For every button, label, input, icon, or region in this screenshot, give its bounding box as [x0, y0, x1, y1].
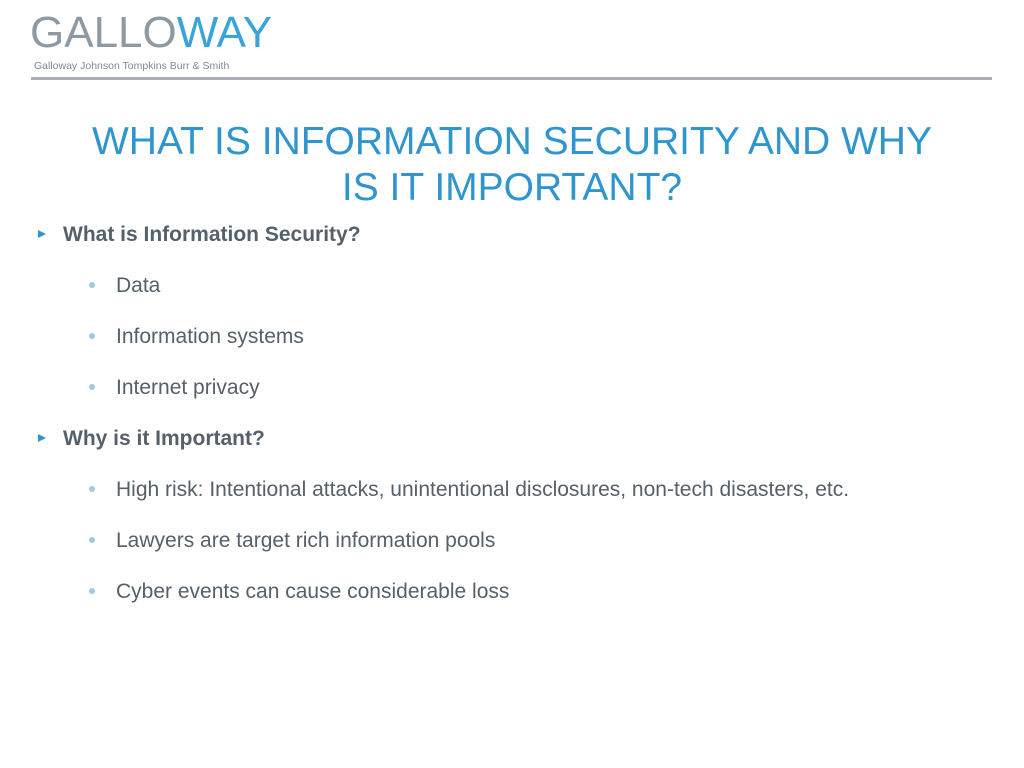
list-item: [89, 325, 304, 349]
list-item-label: High risk: Intentional attacks, unintentional disclosures, non-tech disasters, etc.: [116, 478, 850, 501]
logo-firm-name: Galloway Johnson Tompkins Burr & Smith: [34, 60, 230, 72]
list-item: [89, 274, 160, 298]
bullet-dot-icon: [89, 588, 95, 594]
list-item-label: Internet privacy: [116, 376, 260, 399]
arrow-bullet-icon: [38, 230, 46, 238]
bullet-dot-icon: [89, 486, 95, 492]
list-item-label: Cyber events can cause considerable loss: [116, 580, 510, 603]
logo-word-blue: WAY: [176, 8, 273, 57]
bullet-dot-icon: [89, 282, 95, 288]
bullet-dot-icon: [89, 537, 95, 543]
bullet-dot-icon: [89, 384, 95, 390]
header-divider: [31, 77, 992, 80]
section-heading-label: Why is it Important?: [63, 427, 265, 450]
list-item-label: Lawyers are target rich information pools: [116, 529, 496, 552]
galloway-logo: [30, 6, 290, 76]
section-heading-label: What is Information Security?: [63, 223, 361, 246]
list-item: [89, 529, 495, 553]
slide-title-line1: WHAT IS INFORMATION SECURITY AND WHY: [92, 120, 932, 163]
section-heading-what: [38, 223, 361, 247]
list-item-label: Information systems: [116, 325, 304, 348]
bullet-dot-icon: [89, 333, 95, 339]
logo-wordmark: [30, 8, 272, 58]
section-heading-why: [38, 427, 265, 451]
list-item-label: Data: [116, 274, 161, 297]
list-item: [89, 376, 260, 400]
list-item: [89, 478, 849, 502]
slide-title: [20, 119, 1004, 211]
arrow-bullet-icon: [38, 434, 46, 442]
list-item: [89, 580, 509, 604]
logo-word-grey: GALLO: [30, 8, 177, 57]
slide-title-line2: IS IT IMPORTANT?: [341, 166, 683, 209]
